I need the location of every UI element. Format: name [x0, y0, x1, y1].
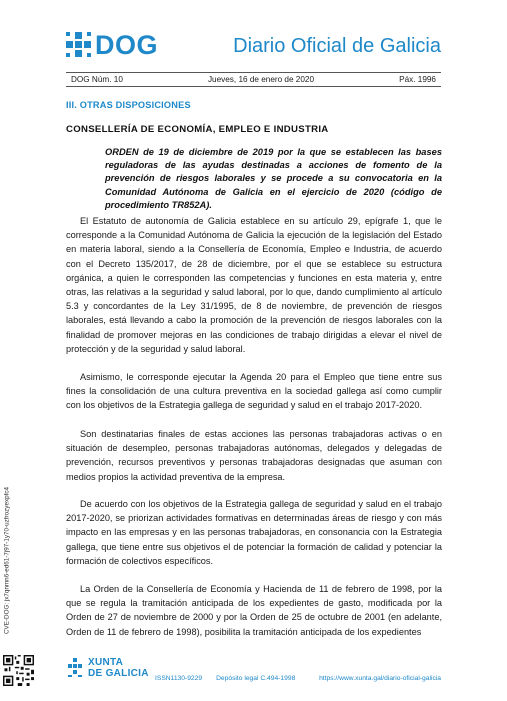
body-paragraph: La Orden de la Consellería de Economía y Hacienda de 11 de febrero de 1998, por la que se regula la tramitación anticipada de los expedientes de gasto, modificada por la Orden de 27 de noviembre de 2000 y por la Orden de 25 de octubre de 2001 (en adelante, Orden de 11 de febrero de 1998), posibilita la tramitación anticipada de los expedientes: [66, 584, 442, 637]
issue-meta-bar: [66, 72, 441, 87]
body-paragraph: Asimismo, le corresponde ejecutar la Agenda 20 para el Empleo que tiene entre sus fines la consolidación de una cultura preventiva en la sociedad gallega así como cumplir con los objetivos de la Estrategia gallega de seguridad y salud en el trabajo 2017-2020.: [66, 372, 442, 411]
dog-logo: [66, 31, 158, 59]
footer-url-link[interactable]: https://www.xunta.gal/diario-oficial-galicia: [319, 675, 441, 682]
body-paragraph: Son destinatarias finales de estas acciones las personas trabajadoras activas o en situación de desempleo, personas trabajadoras autónomas, delegados y delegadas de prevención, recursos preventivos y personas trabajadoras designadas que asuman con medios propios la actividad preventiva de la empresa.: [66, 429, 442, 482]
body-paragraph: De acuerdo con los objetivos de la Estrategia gallega de seguridad y salud en el trabajo 2017-2020, se priorizan actividades formativas en determinadas áreas de riesgo y con más impacto en las empresas y en las personas trabajadoras, en consonancia con la Estrategia gallega, que tiene entre sus objetivos el de potenciar la formación de calidad y potenciar la formación de colectivos específicos.: [66, 499, 442, 566]
cve-side-code: [2, 447, 11, 677]
dog-emblem-icon: [66, 32, 92, 58]
cve-code-text: CVE-DOG: jx7qnmn6-ed61-7j97-1y70-uzfrozyexpfc4: [3, 487, 11, 634]
xunta-emblem-icon: [66, 656, 84, 680]
issn: ISSN1130-9229: [155, 675, 203, 682]
publication-title: Diario Oficial de Galicia: [233, 35, 441, 57]
body-paragraph: El Estatuto de autonomía de Galicia establece en su artículo 29, epígrafe 1, que le corresponde a la Comunidad Autónoma de Galicia la ejecución de la legislación del Estado en materia laboral, siendo a la Consellería de Economía, Empleo e Industria, de acuerdo con el Decreto 135/2017, de 28 de diciembre, por el que se establece su estructura orgánica, a quien le corresponden las competencias y funciones en esta materia y, entre otras, las relativas a la seguridad y salud laboral, por lo que, dando cumplimiento al artículo 5.3 y concordantes de la Ley 31/1995, de 8 de noviembre, de prevención de riesgos laborales, está llevando a cabo la promoción de la prevención de riesgos laborales con la finalidad de promover mejoras en las condiciones de trabajo dirigidas a elevar el nivel de protección y de la seguridad y salud laboral.: [66, 216, 442, 354]
issue-date: Jueves, 16 de enero de 2020: [207, 75, 315, 84]
qr-code: [3, 655, 34, 686]
dog-logo-text: DOG: [95, 30, 159, 60]
order-title: ORDEN de 19 de diciembre de 2019 por la que se establecen las bases reguladoras de las ayudas destinadas a acciones de fomento de la prevención de riesgos laborales y se procede a su convocatoria en la Comunidad Autónoma de Galicia en el ejercicio de 2020 (código de procedimiento TR852A).: [105, 147, 442, 210]
department-heading: CONSELLERÍA DE ECONOMÍA, EMPLEO E INDUSTRIA: [66, 124, 329, 135]
legal-deposit: Depósito legal C.494-1998: [216, 675, 296, 682]
issue-number: DOG Núm. 10: [71, 75, 123, 84]
page-number: Páx. 1996: [399, 75, 436, 84]
xunta-logo: [66, 656, 149, 680]
footer-info: [155, 675, 295, 682]
xunta-logo-text: XUNTA DE GALICIA: [88, 657, 149, 679]
section-heading: III. OTRAS DISPOSICIONES: [66, 100, 191, 110]
